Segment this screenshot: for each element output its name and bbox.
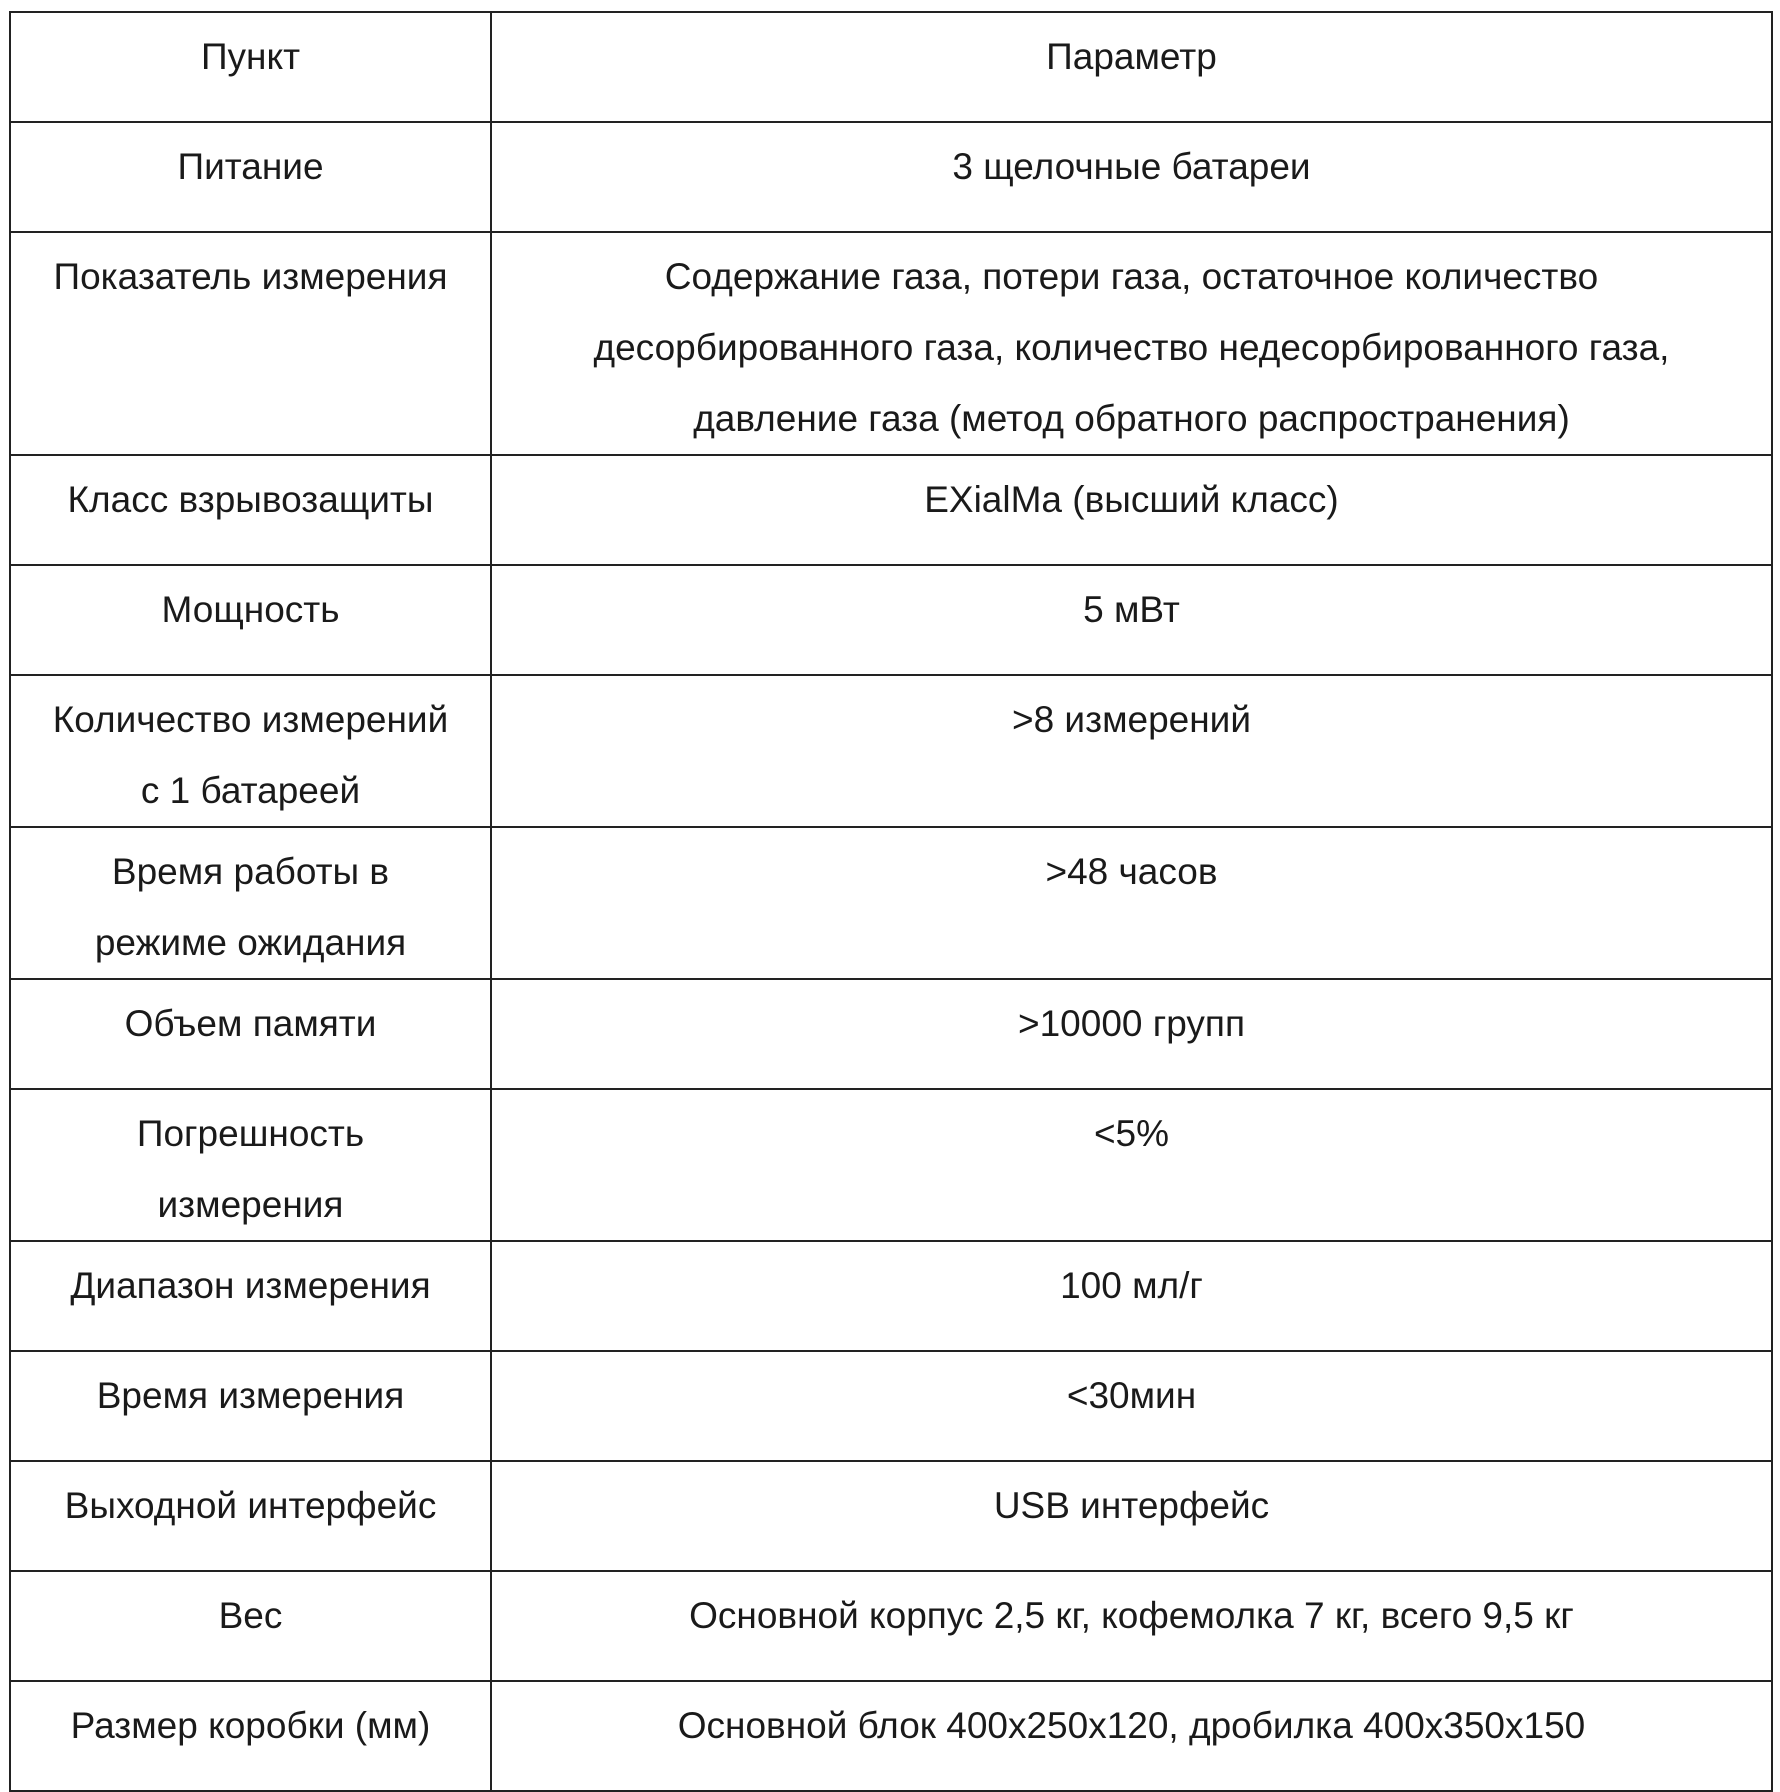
row-item: Количество измерений с 1 батареей <box>10 675 491 827</box>
row-param: USB интерфейс <box>491 1461 1772 1571</box>
row-param: Основной корпус 2,5 кг, кофемолка 7 кг, всего 9,5 кг <box>491 1571 1772 1681</box>
row-item: Класс взрывозащиты <box>10 455 491 565</box>
row-param: >48 часов <box>491 827 1772 979</box>
row-param: >8 измерений <box>491 675 1772 827</box>
table-row <box>10 979 1772 1089</box>
table-row <box>10 455 1772 565</box>
row-param: <30мин <box>491 1351 1772 1461</box>
row-item: Объем памяти <box>10 979 491 1089</box>
row-param: Основной блок 400x250x120, дробилка 400x350x150 <box>491 1681 1772 1791</box>
table-row <box>10 1241 1772 1351</box>
table-row <box>10 565 1772 675</box>
row-param: 100 мл/г <box>491 1241 1772 1351</box>
table-row <box>10 1089 1772 1241</box>
table-row <box>10 827 1772 979</box>
table-row <box>10 1681 1772 1791</box>
table-row <box>10 232 1772 455</box>
row-item: Время измерения <box>10 1351 491 1461</box>
table-row <box>10 122 1772 232</box>
row-item: Показатель измерения <box>10 232 491 455</box>
table-row <box>10 1461 1772 1571</box>
spec-table <box>9 11 1773 1792</box>
row-param: EXialMa (высший класс) <box>491 455 1772 565</box>
row-item: Вес <box>10 1571 491 1681</box>
row-item: Диапазон измерения <box>10 1241 491 1351</box>
row-param: >10000 групп <box>491 979 1772 1089</box>
row-item: Время работы в режиме ожидания <box>10 827 491 979</box>
row-item: Погрешность измерения <box>10 1089 491 1241</box>
row-param: Содержание газа, потери газа, остаточное количество десорбированного газа, количество недесорбированного газа, давление газа (метод обратного распространения) <box>491 232 1772 455</box>
row-param: 3 щелочные батареи <box>491 122 1772 232</box>
row-item: Мощность <box>10 565 491 675</box>
row-item: Размер коробки (мм) <box>10 1681 491 1791</box>
row-param: <5% <box>491 1089 1772 1241</box>
row-param: 5 мВт <box>491 565 1772 675</box>
header-item: Пункт <box>10 12 491 122</box>
table-row <box>10 675 1772 827</box>
table-header-row <box>10 12 1772 122</box>
row-item: Выходной интерфейс <box>10 1461 491 1571</box>
header-param: Параметр <box>491 12 1772 122</box>
row-item: Питание <box>10 122 491 232</box>
table-row <box>10 1351 1772 1461</box>
table-row <box>10 1571 1772 1681</box>
